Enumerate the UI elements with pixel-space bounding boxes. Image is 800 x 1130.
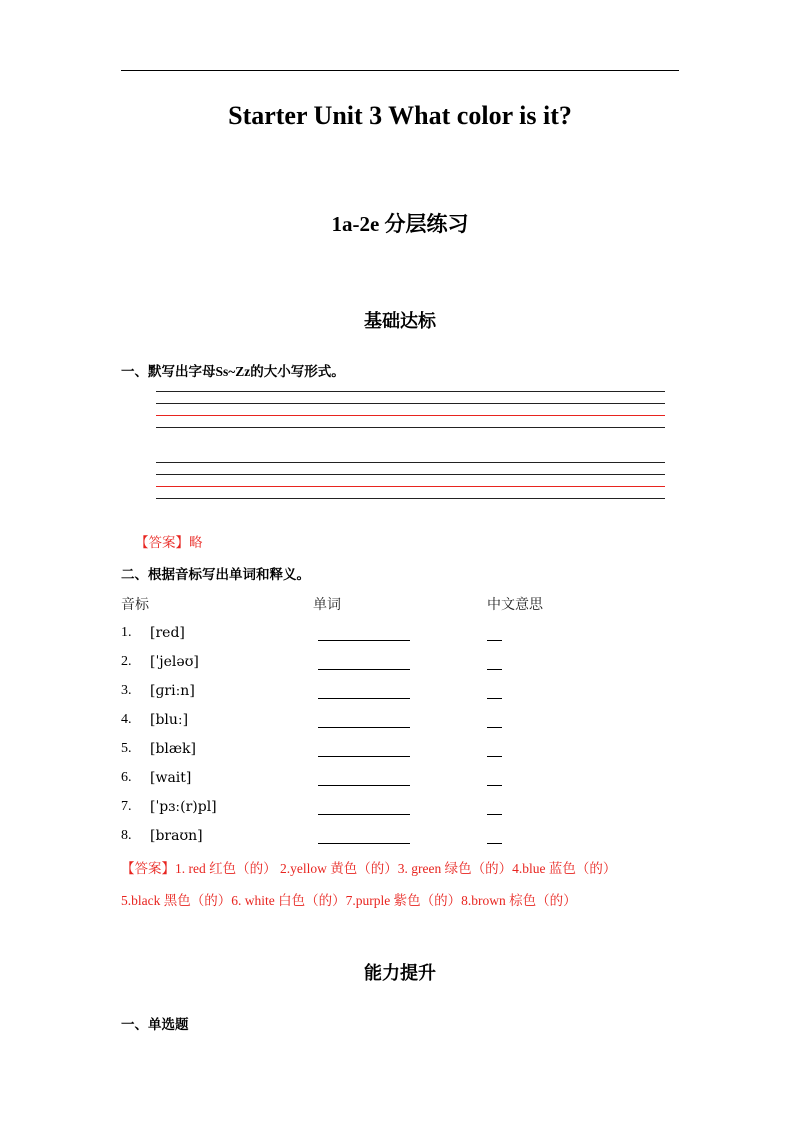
item-number: 6. <box>121 770 132 785</box>
question-1-heading <box>121 360 345 380</box>
question-3-heading: 一、单选题 <box>121 1017 189 1033</box>
list-item <box>0 828 800 848</box>
column-header-ipa: 音标 <box>121 597 149 613</box>
item-phonetic: [blæk] <box>150 741 197 757</box>
word-blank[interactable] <box>318 669 410 670</box>
item-phonetic: [bluː] <box>150 712 189 728</box>
page-title: Starter Unit 3 What color is it? <box>228 101 572 130</box>
column-header-meaning: 中文意思 <box>487 597 543 613</box>
meaning-blank[interactable] <box>487 785 502 786</box>
meaning-blank[interactable] <box>487 814 502 815</box>
answer-1-text: 略 <box>189 535 203 550</box>
answer-2-line-1: 【答案】1. red 红色（的） 2.yellow 黄色（的）3. green 绿色（的）4.blue 蓝色（的） <box>121 861 617 876</box>
word-blank[interactable] <box>318 756 410 757</box>
writing-line <box>156 498 665 499</box>
item-phonetic: [ˈpɜː(r)pl] <box>150 799 217 815</box>
item-phonetic: [braʊn] <box>150 828 203 844</box>
list-item <box>0 741 800 761</box>
item-number: 3. <box>121 683 132 698</box>
list-item <box>0 625 800 645</box>
question-1-suffix: 的大小写形式。 <box>250 364 345 380</box>
question-1-prefix: 一、默写出字母 <box>121 364 216 380</box>
item-number: 7. <box>121 799 132 814</box>
answer-1 <box>135 531 203 551</box>
writing-line <box>156 427 665 428</box>
page-subtitle: 1a-2e 分层练习 <box>331 212 469 236</box>
word-blank[interactable] <box>318 814 410 815</box>
item-number: 1. <box>121 625 132 640</box>
meaning-blank[interactable] <box>487 669 502 670</box>
section-heading-advanced: 能力提升 <box>364 963 436 984</box>
meaning-blank[interactable] <box>487 698 502 699</box>
writing-line-red <box>156 486 665 487</box>
item-phonetic: [red] <box>150 625 185 641</box>
word-blank[interactable] <box>318 785 410 786</box>
writing-line <box>156 403 665 404</box>
column-header-word: 单词 <box>313 597 341 613</box>
writing-line <box>156 474 665 475</box>
word-blank[interactable] <box>318 843 410 844</box>
item-phonetic: [ˈjeləʊ] <box>150 654 199 670</box>
item-number: 2. <box>121 654 132 669</box>
answer-1-label: 【答案】 <box>135 535 189 550</box>
question-2-heading: 二、根据音标写出单词和释义。 <box>121 567 310 583</box>
question-1-letters: Ss~Zz <box>215 364 251 379</box>
meaning-blank[interactable] <box>487 640 502 641</box>
writing-line <box>156 391 665 392</box>
word-blank[interactable] <box>318 698 410 699</box>
writing-line <box>156 462 665 463</box>
word-blank[interactable] <box>318 640 410 641</box>
item-number: 8. <box>121 828 132 843</box>
item-phonetic: [ɡriːn] <box>150 683 195 699</box>
meaning-blank[interactable] <box>487 756 502 757</box>
item-number: 4. <box>121 712 132 727</box>
word-blank[interactable] <box>318 727 410 728</box>
meaning-blank[interactable] <box>487 843 502 844</box>
list-item <box>0 799 800 819</box>
list-item <box>0 770 800 790</box>
answer-2-line-2: 5.black 黑色（的）6. white 白色（的）7.purple 紫色（的）8.brown 棕色（的） <box>121 893 577 908</box>
list-item <box>0 712 800 732</box>
header-rule <box>121 70 679 71</box>
list-item <box>0 683 800 703</box>
list-item <box>0 654 800 674</box>
meaning-blank[interactable] <box>487 727 502 728</box>
item-phonetic: [wait] <box>150 770 192 786</box>
writing-line-red <box>156 415 665 416</box>
item-number: 5. <box>121 741 132 756</box>
section-heading-basic: 基础达标 <box>364 311 436 332</box>
